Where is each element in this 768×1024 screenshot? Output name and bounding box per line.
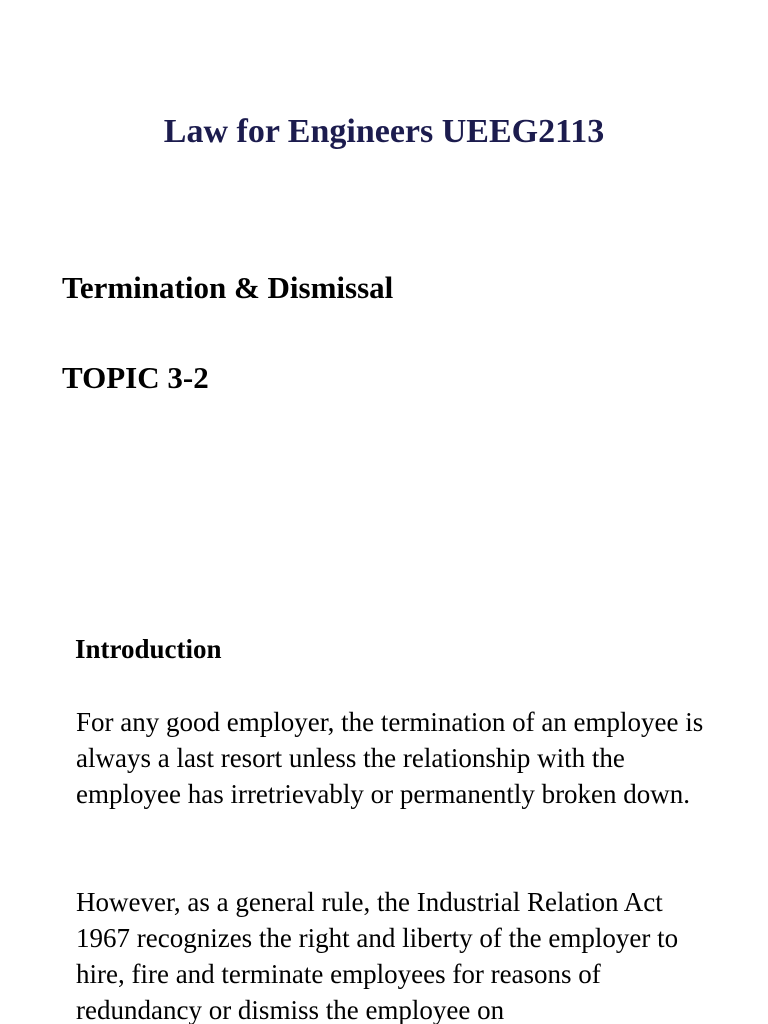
introduction-heading: Introduction bbox=[75, 634, 222, 664]
document-subtitle: Termination & Dismissal bbox=[62, 270, 394, 305]
introduction-paragraph: However, as a general rule, the Industrial Relation Act 1967 recognizes the right and liberty of the employer to hire, fire and terminate employees for reasons of redundancy or dismiss the employee on bbox=[76, 887, 679, 1024]
introduction-paragraph: For any good employer, the termination of an employee is always a last resort unless the relationship with the employee has irretrievably or permanently broken down. bbox=[76, 707, 704, 809]
document-title: Law for Engineers UEEG2113 bbox=[163, 113, 605, 150]
topic-label: TOPIC 3-2 bbox=[62, 360, 209, 395]
